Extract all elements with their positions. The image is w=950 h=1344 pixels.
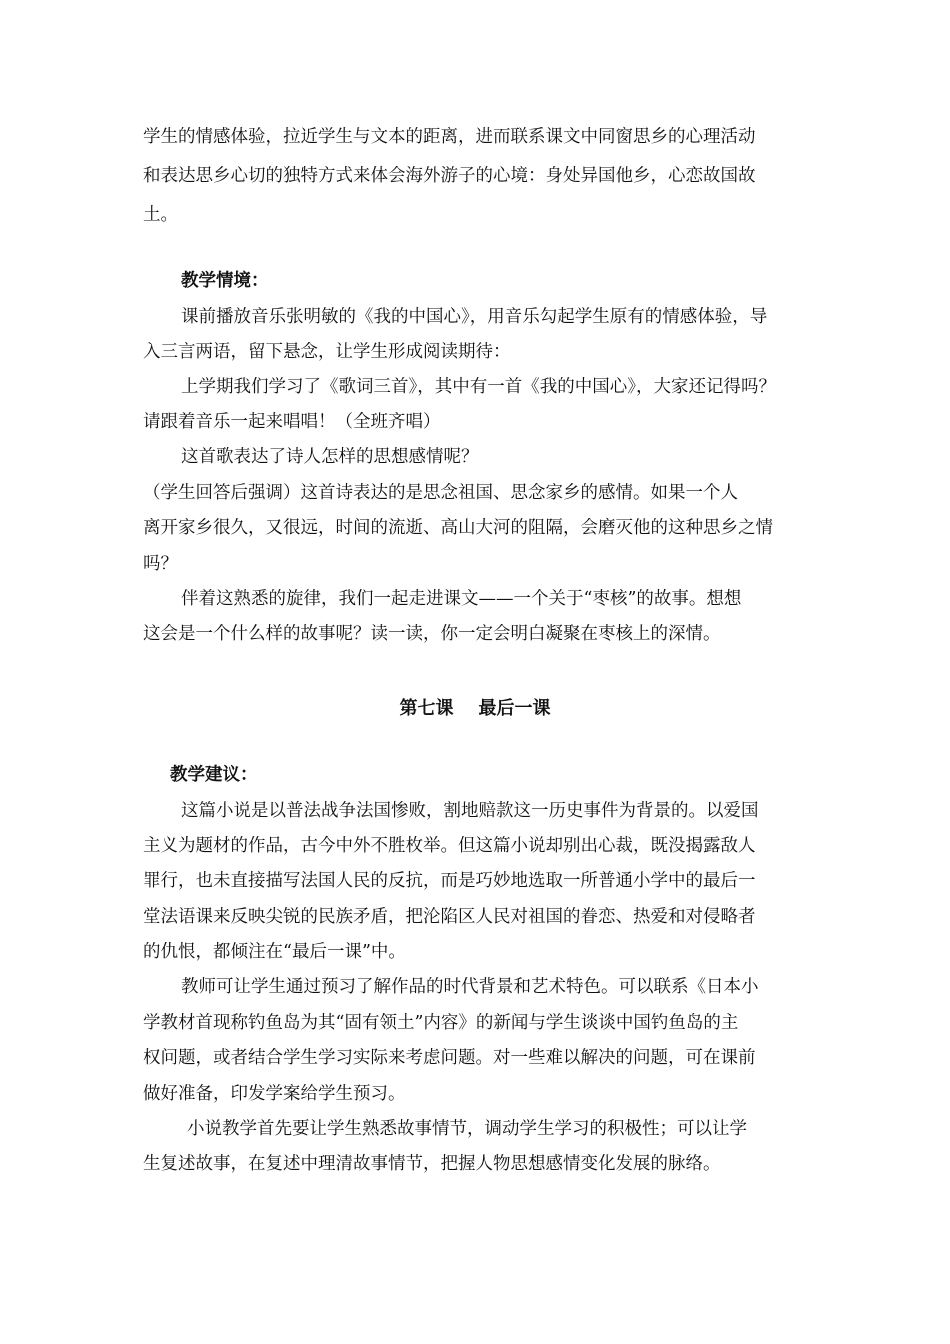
text-line: 上学期我们学习了《歌词三首》，其中有一首《我的中国心》，大家还记得吗？ bbox=[181, 377, 776, 397]
text-line: 入三言两语，留下悬念，让学生形成阅读期待： bbox=[143, 342, 511, 362]
text-line: 这会是一个什么样的故事呢？读一读，你一定会明白凝聚在枣核上的深情。 bbox=[143, 624, 721, 644]
lesson-title: 第七课 最后一课 bbox=[399, 698, 551, 719]
text-line: 土。 bbox=[143, 205, 178, 225]
text-line: 做好准备，印发学案给学生预习。 bbox=[143, 1084, 406, 1104]
section-heading-situation: 教学情境： bbox=[181, 271, 269, 291]
text-line: 学生的情感体验，拉近学生与文本的距离，进而联系课文中同窗思乡的心理活动 bbox=[143, 127, 756, 147]
text-line: 这首歌表达了诗人怎样的思想感情呢？ bbox=[181, 447, 479, 467]
text-line: 这篇小说是以普法战争法国惨败，割地赔款这一历史事件为背景的。以爱国 bbox=[181, 801, 759, 821]
text-line: （学生回答后强调）这首诗表达的是思念祖国、思念家乡的感情。如果一个人 bbox=[143, 483, 738, 503]
section-heading-suggestion: 教学建议： bbox=[170, 765, 258, 785]
text-line: 堂法语课来反映尖锐的民族矛盾，把沦陷区人民对祖国的眷恋、热爱和对侵略者 bbox=[143, 907, 756, 927]
text-line: 学教材首现称钓鱼岛为其“固有领土”内容》的新闻与学生谈谈中国钓鱼岛的主 bbox=[143, 1013, 739, 1033]
text-line: 教师可让学生通过预习了解作品的时代背景和艺术特色。可以联系《日本小 bbox=[181, 977, 759, 997]
text-line: 和表达思乡心切的独特方式来体会海外游子的心境：身处异国他乡，心恋故国故 bbox=[143, 166, 756, 186]
text-line: 生复述故事，在复述中理清故事情节，把握人物思想感情变化发展的脉络。 bbox=[143, 1154, 721, 1174]
text-line: 罪行，也未直接描写法国人民的反抗，而是巧妙地选取一所普通小学中的最后一 bbox=[143, 871, 756, 891]
text-line: 权问题，或者结合学生学习实际来考虑问题。对一些难以解决的问题，可在课前 bbox=[143, 1048, 756, 1068]
text-line: 主义为题材的作品，古今中外不胜枚举。但这篇小说却别出心裁，既没揭露敌人 bbox=[143, 836, 756, 856]
text-line: 小说教学首先要让学生熟悉故事情节，调动学生学习的积极性；可以让学 bbox=[187, 1119, 747, 1139]
text-line: 伴着这熟悉的旋律，我们一起走进课文——一个关于“枣核”的故事。想想 bbox=[181, 589, 742, 609]
text-line: 的仇恨，都倾注在“最后一课”中。 bbox=[143, 942, 406, 962]
text-line: 请跟着音乐一起来唱唱！（全班齐唱） bbox=[143, 412, 441, 432]
text-line: 离开家乡很久，又很远，时间的流逝、高山大河的阻隔，会磨灭他的这种思乡之情 bbox=[143, 518, 773, 538]
text-line: 课前播放音乐张明敏的《我的中国心》，用音乐勾起学生原有的情感体验，导 bbox=[181, 307, 768, 327]
text-line: 吗？ bbox=[143, 554, 178, 574]
